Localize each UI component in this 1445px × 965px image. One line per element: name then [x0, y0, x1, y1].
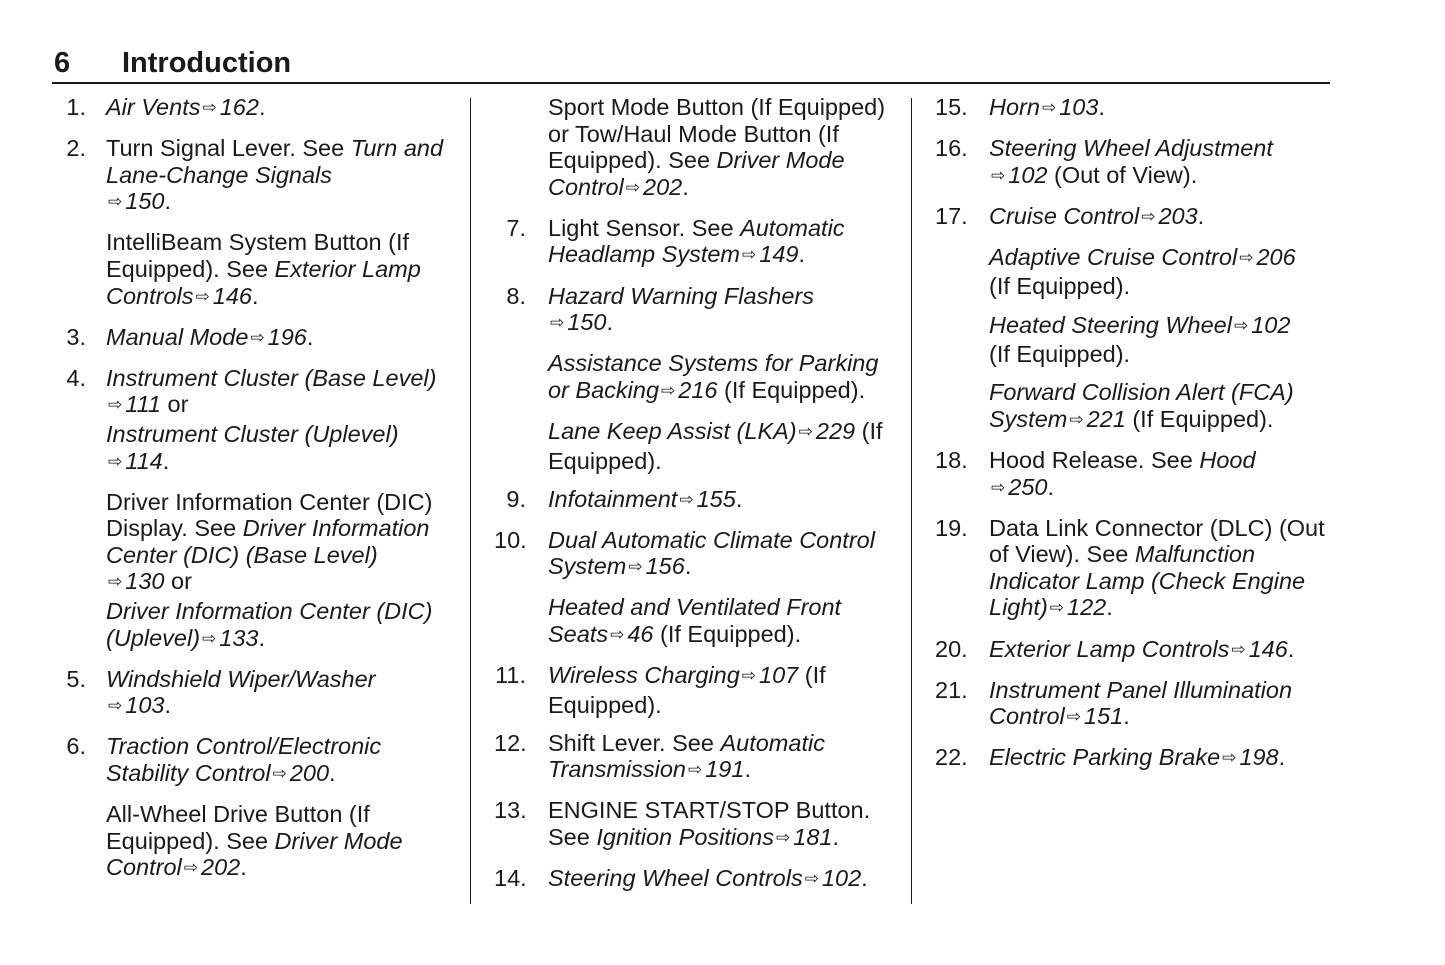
- page-arrow-icon: ⇨: [272, 763, 287, 783]
- page-arrow-icon: ⇨: [776, 828, 791, 848]
- page-arrow-icon: ⇨: [202, 628, 217, 648]
- item-text: .: [735, 485, 743, 512]
- page-arrow-icon: ⇨: [250, 327, 265, 347]
- list-subitem-17a: [935, 244, 1335, 300]
- item-text: Data Link Connector (DLC) (Out of View). See: [989, 514, 1325, 568]
- list-item-11: [494, 662, 899, 718]
- page-arrow-icon: ⇨: [108, 696, 123, 716]
- page-ref-link[interactable]: Turn and Lane-Change Signals: [106, 135, 444, 188]
- page-number-ref[interactable]: 202: [201, 854, 241, 881]
- list-item-5: [52, 666, 452, 722]
- page-arrow-icon: ⇨: [202, 98, 217, 117]
- item-text: .: [162, 447, 170, 474]
- item-text: .: [306, 323, 314, 350]
- item-text: Turn Signal Lever. See: [106, 135, 351, 162]
- item-number: 2.: [66, 135, 86, 162]
- page-arrow-icon: ⇨: [687, 760, 703, 780]
- page-ref-link[interactable]: Driver Mode Control: [106, 827, 403, 881]
- page-number-ref[interactable]: 155: [696, 485, 736, 512]
- page-number-ref[interactable]: 114: [125, 447, 163, 474]
- page-number-ref[interactable]: 229: [815, 417, 856, 444]
- page-number-ref[interactable]: 221: [1086, 405, 1126, 432]
- page-ref-link[interactable]: Lane Keep Assist (LKA): [548, 417, 797, 444]
- item-text: (If Equipped).: [548, 662, 826, 718]
- item-text: Driver Information Center (DIC) Display. See: [106, 488, 433, 542]
- page-arrow-icon: ⇨: [1239, 247, 1254, 267]
- page-number-ref[interactable]: 150: [567, 309, 607, 336]
- list-item-12: [494, 730, 899, 786]
- item-text: .: [1287, 635, 1295, 662]
- page-number: 6: [54, 47, 71, 79]
- page-arrow-icon: ⇨: [1066, 707, 1082, 727]
- item-text: .: [258, 94, 266, 120]
- page-ref-link[interactable]: Heated and Ventilated Front Seats: [548, 594, 842, 647]
- page-arrow-icon: ⇨: [550, 313, 565, 333]
- page-arrow-icon: ⇨: [108, 572, 123, 592]
- item-text: (If Equipped).: [548, 417, 883, 474]
- list-item-4: [52, 365, 452, 477]
- page-ref-link[interactable]: Electric Parking Brake: [989, 744, 1221, 771]
- item-text: All-Wheel Drive Button (If Equipped). See: [106, 801, 370, 854]
- page-ref-link[interactable]: Infotainment: [548, 485, 678, 512]
- page-header: [52, 44, 1330, 84]
- list-item-21: [935, 677, 1335, 733]
- page-arrow-icon: ⇨: [798, 421, 813, 441]
- item-text: .: [329, 759, 336, 786]
- list-item-1: [52, 94, 452, 124]
- page-number-ref[interactable]: 151: [1084, 703, 1124, 730]
- list-item-15: [935, 94, 1335, 124]
- item-text: or: [164, 568, 192, 595]
- page-number-ref[interactable]: 146: [1248, 635, 1288, 662]
- item-text: or: [160, 391, 189, 418]
- page-arrow-icon: ⇨: [108, 192, 123, 212]
- item-text: .: [164, 188, 171, 215]
- page-number-ref[interactable]: 146: [212, 282, 252, 309]
- page-ref-link[interactable]: Driver Information Center (DIC) (Uplevel): [106, 598, 433, 651]
- page-arrow-icon: ⇨: [661, 380, 676, 400]
- page-number-ref[interactable]: 149: [759, 241, 799, 268]
- item-text: .: [861, 865, 868, 892]
- item-number: 22.: [935, 744, 968, 771]
- item-number: 19.: [935, 514, 968, 541]
- page-number-ref[interactable]: 200: [289, 759, 330, 786]
- column-divider-2: [911, 98, 912, 904]
- page-ref-link[interactable]: Adaptive Cruise Control: [989, 243, 1238, 270]
- list-item-22: [935, 744, 1335, 774]
- page-number-ref[interactable]: 216: [678, 376, 718, 403]
- item-text: Sport Mode Button (If Equipped) or Tow/Haul Mode Button (If Equipped). See: [548, 94, 886, 174]
- item-number: 14.: [494, 865, 527, 892]
- list-subitem-8b: [494, 418, 899, 474]
- list-item-17: [935, 203, 1335, 233]
- page-ref-link[interactable]: Driver Mode Control: [548, 147, 845, 200]
- column-2: [494, 94, 899, 906]
- item-text: .: [1098, 94, 1105, 120]
- page-arrow-icon: ⇨: [108, 451, 123, 471]
- page-ref-link[interactable]: Air Vents: [106, 94, 201, 120]
- column-3: [935, 94, 1335, 785]
- page-ref-link[interactable]: Cruise Control: [989, 202, 1140, 229]
- page-ref-link[interactable]: Horn: [989, 94, 1040, 120]
- item-number: 13.: [494, 797, 527, 824]
- list-subitem-8a: [494, 350, 899, 406]
- page-number-ref[interactable]: 102: [1008, 161, 1048, 188]
- list-item-20: [935, 636, 1335, 666]
- item-text: .: [164, 692, 171, 719]
- item-text: Hood Release. See: [989, 446, 1200, 473]
- list-item-3: [52, 324, 452, 354]
- column-1: [52, 94, 452, 895]
- item-text: Light Sensor. See: [548, 214, 741, 241]
- list-subitem-6: [52, 801, 452, 884]
- list-item-14: [494, 865, 899, 895]
- item-text: .: [1197, 202, 1205, 229]
- page-arrow-icon: ⇨: [195, 286, 210, 306]
- list-subitem-6-continued: [494, 94, 899, 203]
- page-arrow-icon: ⇨: [625, 177, 641, 197]
- page-arrow-icon: ⇨: [1141, 206, 1156, 226]
- page-ref-link[interactable]: Exterior Lamp Controls: [989, 635, 1230, 662]
- page-ref-link[interactable]: Manual Mode: [106, 323, 249, 350]
- page-arrow-icon: ⇨: [991, 477, 1006, 497]
- page-number-ref[interactable]: 150: [125, 188, 165, 215]
- page-ref-link[interactable]: Steering Wheel Adjustment: [989, 135, 1273, 162]
- page-ref-link[interactable]: Hood: [1199, 446, 1256, 473]
- item-text: (Out of View).: [1047, 161, 1198, 188]
- page-number-ref[interactable]: 102: [821, 865, 862, 892]
- list-item-9: [494, 486, 899, 516]
- page-number-ref[interactable]: 156: [645, 553, 685, 580]
- item-text: .: [744, 756, 751, 783]
- page-arrow-icon: ⇨: [804, 869, 819, 889]
- item-text: IntelliBeam System Button (If Equipped). See: [106, 229, 410, 282]
- item-text: .: [798, 241, 805, 268]
- page-ref-link[interactable]: Exterior Lamp Controls: [106, 255, 421, 309]
- page-ref-link[interactable]: Hazard Warning Flashers: [548, 282, 815, 309]
- page-arrow-icon: ⇨: [1231, 639, 1246, 659]
- list-subitem-4: [52, 489, 452, 655]
- list-item-6: [52, 733, 452, 789]
- page-arrow-icon: ⇨: [183, 858, 199, 878]
- item-number: 11.: [495, 662, 526, 689]
- page-number-ref[interactable]: 162: [219, 94, 259, 120]
- item-text: .: [1123, 703, 1130, 730]
- page-number-ref[interactable]: 198: [1239, 744, 1279, 771]
- list-item-19: [935, 515, 1335, 624]
- item-text: .: [240, 854, 247, 881]
- page-number-ref[interactable]: 181: [793, 824, 833, 851]
- page-number-ref[interactable]: 102: [1251, 311, 1291, 338]
- item-number: 4.: [66, 364, 86, 391]
- page-number-ref[interactable]: 196: [267, 323, 307, 350]
- list-item-2: [52, 135, 452, 218]
- page-number-ref[interactable]: 107: [759, 662, 799, 689]
- page-ref-link[interactable]: Steering Wheel Controls: [548, 865, 803, 892]
- item-text: .: [1106, 594, 1113, 621]
- page-ref-link[interactable]: Instrument Cluster (Uplevel): [106, 420, 399, 447]
- list-subitem-17b: [935, 312, 1335, 368]
- page-ref-link[interactable]: Traction Control/Electronic Stability Control: [106, 733, 382, 786]
- page-arrow-icon: ⇨: [1041, 98, 1057, 117]
- item-text: (If Equipped).: [989, 341, 1131, 368]
- page-ref-link[interactable]: Instrument Panel Illumination Control: [989, 676, 1293, 730]
- page-arrow-icon: ⇨: [1233, 315, 1249, 335]
- page-number-ref[interactable]: 46: [627, 621, 654, 647]
- page-number-ref[interactable]: 103: [1059, 94, 1099, 120]
- list-item-8: [494, 283, 899, 339]
- page-number-ref[interactable]: 133: [219, 624, 259, 651]
- list-item-13: [494, 797, 899, 853]
- item-number: 10.: [494, 526, 527, 553]
- item-number: 6.: [66, 733, 86, 760]
- page-ref-link[interactable]: Automatic Headlamp System: [548, 214, 845, 268]
- item-number: 7.: [506, 214, 526, 241]
- list-subitem-17c: [935, 379, 1335, 435]
- page-ref-link[interactable]: Forward Collision Alert (FCA) System: [989, 379, 1294, 432]
- item-number: 9.: [506, 485, 526, 512]
- page-ref-link[interactable]: Malfunction Indicator Lamp (Check Engine Light): [989, 541, 1306, 621]
- page-arrow-icon: ⇨: [628, 557, 643, 577]
- page-arrow-icon: ⇨: [679, 489, 694, 509]
- page-number-ref[interactable]: 191: [705, 756, 745, 783]
- item-number: 8.: [506, 282, 526, 309]
- page-number-ref[interactable]: 202: [643, 173, 683, 200]
- item-text: Shift Lever. See: [548, 729, 721, 756]
- page-ref-link[interactable]: Automatic Transmission: [548, 729, 825, 783]
- item-text: .: [251, 282, 259, 309]
- item-text: .: [682, 173, 689, 200]
- item-number: 20.: [935, 635, 968, 662]
- item-text: (If Equipped).: [989, 273, 1131, 300]
- page-number-ref[interactable]: 122: [1067, 594, 1107, 621]
- list-item-16: [935, 135, 1335, 191]
- list-item-10: [494, 527, 899, 583]
- page-ref-link[interactable]: Heated Steering Wheel: [989, 311, 1232, 338]
- list-subitem-10: [494, 594, 899, 650]
- page-ref-link[interactable]: Driver Information Center (DIC) (Base Level): [106, 515, 430, 568]
- page-arrow-icon: ⇨: [991, 165, 1006, 185]
- page-arrow-icon: ⇨: [742, 245, 757, 265]
- item-text: (If Equipped).: [653, 621, 802, 647]
- section-title: Introduction: [122, 47, 292, 79]
- item-number: 18.: [935, 446, 968, 473]
- item-number: 21.: [935, 676, 968, 703]
- page-arrow-icon: ⇨: [741, 666, 757, 686]
- list-item-7: [494, 215, 899, 271]
- page-arrow-icon: ⇨: [108, 395, 123, 415]
- item-text: .: [606, 309, 613, 336]
- item-text: .: [832, 824, 840, 851]
- item-text: (If Equipped).: [717, 376, 866, 403]
- page-ref-link[interactable]: Dual Automatic Climate Control System: [548, 526, 875, 580]
- item-number: 1.: [66, 94, 86, 120]
- page-number-ref[interactable]: 203: [1158, 202, 1198, 229]
- item-text: (If Equipped).: [1125, 405, 1274, 432]
- page-arrow-icon: ⇨: [1049, 598, 1065, 618]
- page-arrow-icon: ⇨: [1222, 748, 1237, 768]
- list-item-18: [935, 447, 1335, 503]
- page-number-ref[interactable]: 250: [1008, 473, 1048, 500]
- page-number-ref[interactable]: 111: [125, 391, 161, 418]
- list-subitem-2: [52, 229, 452, 312]
- item-number: 3.: [66, 323, 86, 350]
- page-arrow-icon: ⇨: [610, 625, 625, 644]
- item-number: 16.: [935, 135, 968, 162]
- page-ref-link[interactable]: Assistance Systems for Parking or Backing: [548, 350, 879, 403]
- item-text: .: [258, 624, 266, 651]
- item-number: 5.: [66, 665, 86, 692]
- item-number: 12.: [494, 729, 527, 756]
- page-ref-link[interactable]: Instrument Cluster (Base Level): [106, 364, 437, 391]
- item-number: 15.: [935, 94, 968, 120]
- item-text: .: [684, 553, 692, 580]
- column-divider-1: [470, 98, 471, 904]
- page-number-ref[interactable]: 103: [125, 692, 165, 719]
- page-ref-link[interactable]: Wireless Charging: [548, 662, 740, 689]
- page-number-ref[interactable]: 130: [125, 568, 165, 595]
- item-text: .: [1278, 744, 1286, 771]
- page-number-ref[interactable]: 206: [1256, 243, 1296, 270]
- page-ref-link[interactable]: Windshield Wiper/Washer: [106, 665, 376, 692]
- page-ref-link[interactable]: Ignition Positions: [596, 824, 775, 851]
- page-arrow-icon: ⇨: [1069, 409, 1084, 429]
- item-number: 17.: [935, 202, 968, 229]
- item-text: .: [1047, 473, 1054, 500]
- item-text: ENGINE START/STOP Button. See: [548, 797, 871, 851]
